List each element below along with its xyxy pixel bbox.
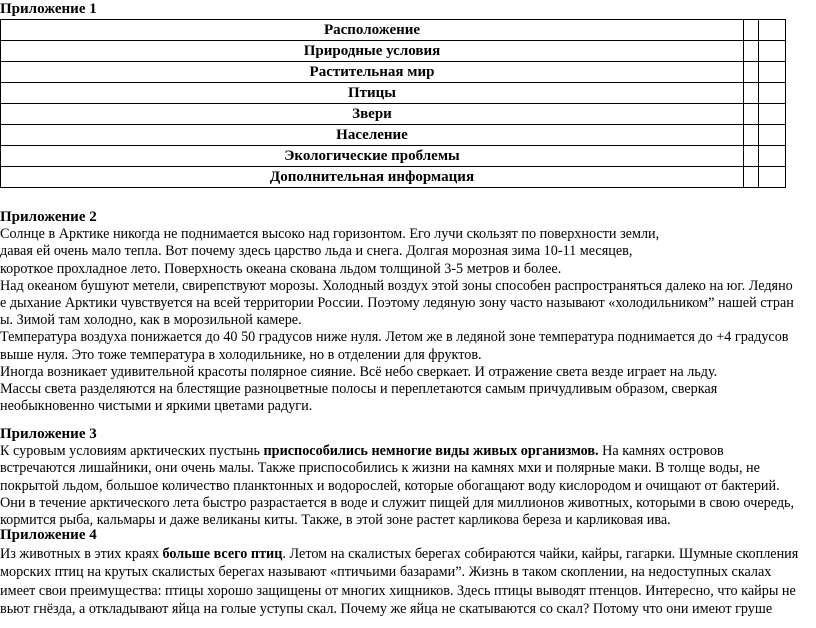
text-line: е дыхание Арктики чувствуется на всей территории России. Поэтому ледяную зону часто называют «холодильником” нашей стран	[0, 294, 794, 311]
text-run: К суровым условиям арктических пустынь	[0, 443, 264, 460]
appendix-2-section	[0, 209, 816, 415]
text-run: На камнях островов	[598, 443, 724, 460]
text-run: Из животных в этих краях	[0, 545, 163, 562]
table-cell-topic: Расположение	[1, 20, 744, 41]
table-cell-empty	[759, 20, 786, 41]
text-line: покрытой льдом, большое количество планктонных и водорослей, которые обогащают воду кислородом и очищают от бактерий.	[0, 477, 780, 494]
appendix-2-title: Приложение 2	[0, 209, 97, 225]
table-cell-topic: Население	[1, 125, 744, 146]
text-line: Иногда возникает удивительной красоты полярное сияние. Всё небо сверкает. И отражение света везде играет на льду.	[0, 363, 718, 380]
table-cell-topic: Птицы	[1, 83, 744, 104]
text-line: встречаются лишайники, они очень малы. Также приспособились к жизни на камнях мхи и полярные маки. В толще воды, не	[0, 460, 760, 477]
text-line	[0, 563, 816, 582]
text-line: давая ей очень мало тепла. Вот почему здесь царство льда и снега. Долгая морозная зима 10-11 месяцев,	[0, 243, 633, 260]
table-cell-empty	[744, 41, 759, 62]
appendix-4-section	[0, 526, 816, 619]
table-cell-empty	[759, 167, 786, 188]
text-line	[0, 545, 816, 564]
table-cell-empty	[744, 83, 759, 104]
table-cell-empty	[744, 125, 759, 146]
text-line: вьют гнёзда, а откладывают яйца на голые уступы скал. Почему же яйца не скатываются со скал? Потому что они имеют груше	[0, 601, 773, 618]
appendix-3-section	[0, 426, 816, 529]
table-cell-empty	[759, 146, 786, 167]
table-row	[1, 83, 786, 104]
table-cell-topic: Растительная мир	[1, 62, 744, 83]
table-cell-empty	[744, 104, 759, 125]
text-line: необыкновенно чистыми и яркими цветами радуги.	[0, 398, 313, 415]
appendix-1-table	[0, 19, 786, 188]
table-row	[1, 167, 786, 188]
table-cell-empty	[744, 146, 759, 167]
table-row	[1, 20, 786, 41]
text-run: морских птиц на крутых скалистых берегах называют «	[0, 564, 338, 581]
text-line: Температура воздуха понижается до 40 50 градусов ниже нуля. Летом же в ледяной зоне температура поднимается до +4 градусов	[0, 329, 789, 346]
table-cell-empty	[759, 62, 786, 83]
text-line: кормится рыба, кальмары и даже великаны киты. Также, в этой зоне растет карликова береза и карликовая ива.	[0, 511, 671, 528]
text-line: имеет свои преимущества: птицы хорошо защищены от многих хищников. Здесь птицы выводят птенцов. Интересно, что кайры не	[0, 582, 796, 599]
table-row	[1, 146, 786, 167]
text-line	[0, 443, 816, 460]
table-cell-topic: Экологические проблемы	[1, 146, 744, 167]
appendix-4-title: Приложение 4	[0, 527, 97, 543]
table-cell-empty	[759, 83, 786, 104]
table-row	[1, 41, 786, 62]
text-line: Солнце в Арктике никогда не поднимается высоко над горизонтом. Его лучи скользят по поверхности земли,	[0, 226, 660, 243]
table-row	[1, 62, 786, 83]
table-cell-empty	[759, 41, 786, 62]
table-cell-empty	[744, 167, 759, 188]
table-cell-empty	[759, 104, 786, 125]
table-cell-empty	[744, 20, 759, 41]
text-run: . Летом на скалистых берегах собираются чайки, кайры, гагарки. Шумные скопления	[282, 545, 799, 562]
text-line: Массы света разделяются на блестящие разноцветные полосы и переплетаются самым причудливым образом, сверкая	[0, 380, 718, 397]
text-line: выше нуля. Это тоже температура в холодильнике, но в отделении для фруктов.	[0, 346, 482, 363]
table-cell-topic: Природные условия	[1, 41, 744, 62]
text-run: ”. Жизнь в таком скоплении, на недоступных скалах	[455, 564, 772, 581]
text-line: ы. Зимой там холодно, как в морозильной камере.	[0, 312, 302, 329]
text-line: Над океаном бушуют метели, свирепствуют морозы. Холодный воздух этой зоны способен распространяться далеко на юг. Ледяно	[0, 277, 793, 294]
appendix-3-title: Приложение 3	[0, 426, 97, 442]
table-cell-empty	[744, 62, 759, 83]
table-cell-topic: Дополнительная информация	[1, 167, 744, 188]
bold-text-run: больше всего птиц	[162, 545, 283, 562]
text-line: Они в течение арктического лета быстро разрастается в воде и служит пищей для миллионов животных, которыми в свою очередь,	[0, 494, 795, 511]
bold-text-run: приспособились немногие виды живых организмов.	[263, 443, 599, 460]
table-cell-topic: Звери	[1, 104, 744, 125]
appendix-1-title: Приложение 1	[0, 1, 97, 17]
table-row	[1, 104, 786, 125]
text-line: короткое прохладное лето. Поверхность океана скована льдом толщиной 3-5 метров и более.	[0, 260, 562, 277]
text-run: птичьими базарами	[337, 564, 456, 581]
table-cell-empty	[759, 125, 786, 146]
table-row	[1, 125, 786, 146]
